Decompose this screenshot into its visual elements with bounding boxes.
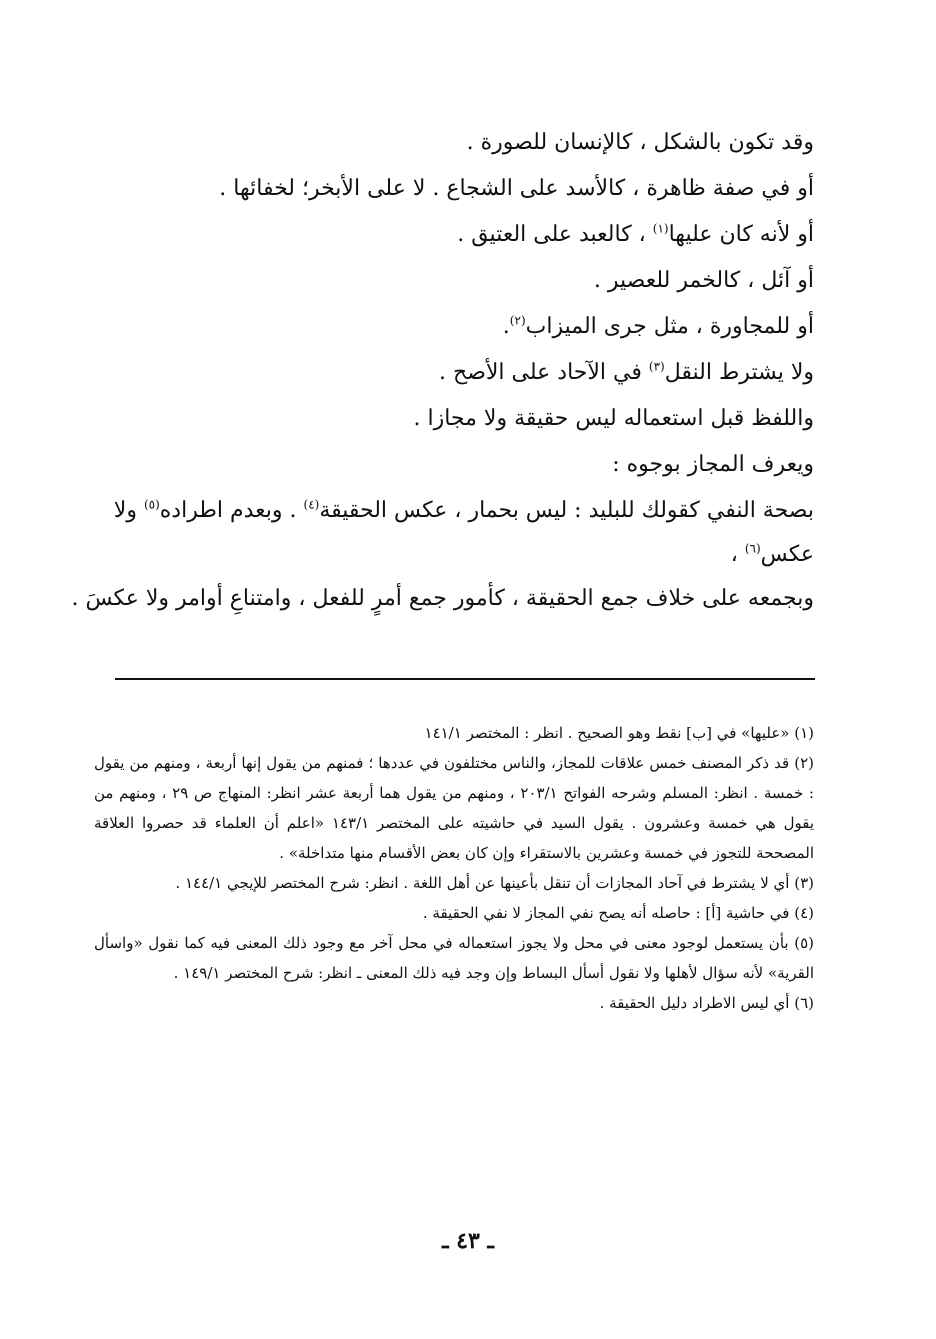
text-line-2 — [94, 174, 814, 204]
footnote-1: (١) «عليها» في [ب] نقط وهو الصحيح . انظر : المختصر ١٤١/١ — [424, 724, 814, 742]
text-line-3 — [94, 220, 814, 250]
footnote-6: (٦) أي ليس الاطراد دليل الحقيقة . — [599, 994, 814, 1012]
text-line-10 — [94, 540, 814, 570]
text-line-9-end: ولا — [113, 498, 137, 523]
footnote-ref-2[interactable]: (٢) — [509, 313, 526, 328]
text-line-3-end: ، كالعبد على العتيق . — [457, 222, 646, 247]
text-line-6-end: في الآحاد على الأصح . — [439, 360, 642, 385]
main-text — [71, 128, 814, 614]
text-line-8 — [94, 450, 814, 480]
text-line-9 — [94, 496, 814, 526]
text-line-4-content: أو آئل ، كالخمر للعصير . — [593, 268, 814, 293]
page-number: ـ ٤٣ ـ — [442, 1228, 494, 1254]
text-line-11-content: وبجمعه على خلاف جمع الحقيقة ، كأمور جمع أمرٍ للفعل ، وامتناعِ أوامر ولا عكسَ . — [71, 586, 814, 611]
text-line-10-start: عكس — [760, 542, 814, 567]
text-line-11 — [71, 584, 814, 614]
text-line-10-end: ، — [730, 542, 738, 567]
text-line-5 — [94, 312, 814, 342]
footnotes — [94, 718, 814, 1018]
text-line-7 — [94, 404, 814, 434]
text-line-3-start: أو لأنه كان عليها — [668, 222, 814, 247]
footnote-ref-1[interactable]: (١) — [652, 221, 669, 236]
footnote-ref-5[interactable]: (٥) — [143, 497, 160, 512]
text-line-6 — [94, 358, 814, 388]
text-line-6-start: ولا يشترط النقل — [664, 360, 814, 385]
footnote-divider — [115, 678, 815, 680]
footnote-ref-3[interactable]: (٣) — [648, 359, 665, 374]
text-line-4 — [94, 266, 814, 296]
footnote-3: (٣) أي لا يشترط في آحاد المجازات أن تنقل بأعينها عن أهل اللغة . انظر: شرح المختصر للإيجي ١٤٤/١ . — [175, 874, 814, 892]
text-line-7-content: واللفظ قبل استعماله ليس حقيقة ولا مجازا . — [413, 406, 814, 431]
footnote-5: (٥) بأن يستعمل لوجود معنى في محل ولا يجوز استعماله في محل آخر مع وجود ذلك المعنى فيه كما نقول «واسأل القرية» لأنه سؤال لأهلها ولا نقول أسأل البساط وإن وجد فيه ذلك المعنى ـ انظر: شرح المختصر ١٤٩/١ . — [94, 934, 814, 982]
text-line-1-content: وقد تكون بالشكل ، كالإنسان للصورة . — [466, 130, 814, 155]
footnote-ref-6[interactable]: (٦) — [744, 541, 761, 556]
text-line-5-end: . — [502, 314, 510, 339]
footnote-ref-4[interactable]: (٤) — [303, 497, 320, 512]
text-line-9-middle: . وبعدم اطراده — [159, 498, 297, 523]
text-line-5-start: أو للمجاورة ، مثل جرى الميزاب — [525, 314, 814, 339]
text-line-1 — [94, 128, 814, 158]
text-line-8-content: ويعرف المجاز بوجوه : — [612, 452, 814, 477]
footnote-4: (٤) في حاشية [أ] : حاصله أنه يصح نفي المجاز لا نفي الحقيقة . — [422, 904, 814, 922]
text-line-9-start: بصحة النفي كقولك للبليد : ليس بحمار ، عكس الحقيقة — [319, 498, 814, 523]
text-line-2-content: أو في صفة ظاهرة ، كالأسد على الشجاع . لا على الأبخر؛ لخفائها . — [219, 176, 814, 201]
footnote-2: (٢) قد ذكر المصنف خمس علاقات للمجاز، والناس مختلفون في عددها ؛ فمنهم من يقول إنها أربعة ، ومنهم من يقول : خمسة . انظر: المسلم وشرحه الفواتح ٢٠٣/١ ، ومنهم من يقول هما أربعة عشر انظر: المنهاج ص ٢٩ ، ومنهم من يقول هي خمسة وعشرون . يقول السيد في حاشيته على المختصر ١٤٣/١ «اعلم أن العلماء قد حصروا العلاقة المصححة للتجوز في خمسة وعشرين بالاستقراء وإن كان بعض الأقسام منها متداخلة» . — [94, 754, 815, 862]
